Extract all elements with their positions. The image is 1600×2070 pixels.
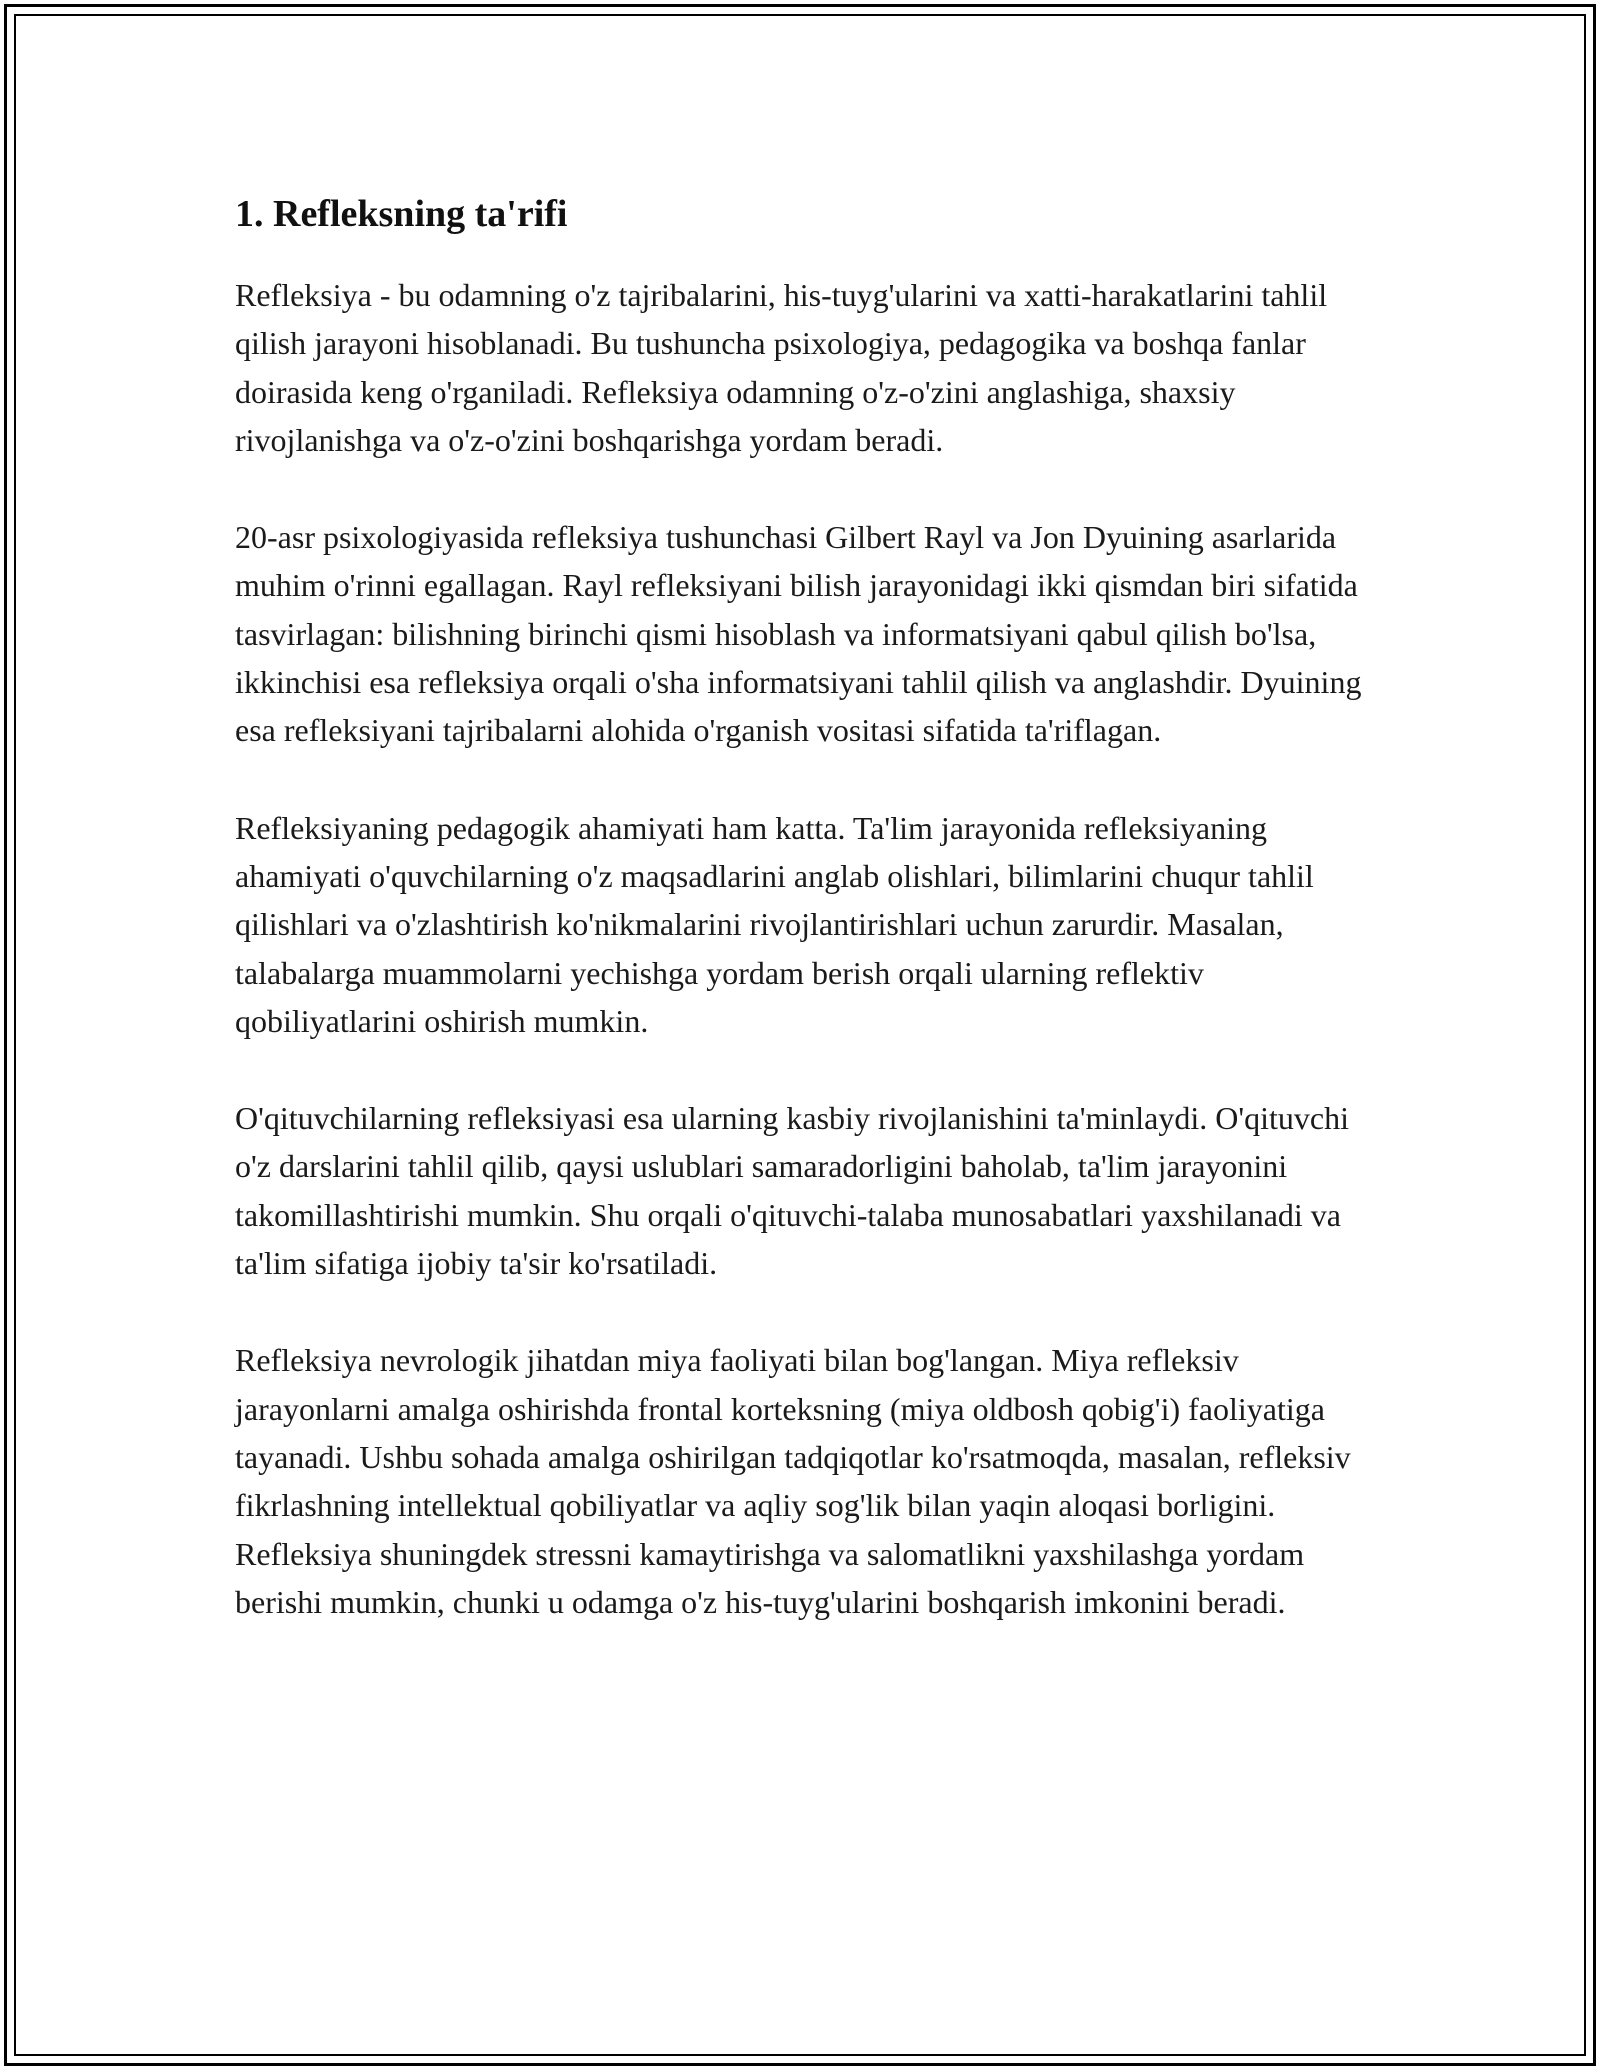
paragraph-definition: Refleksiya - bu odamning o'z tajribalarini, his-tuyg'ularini va xatti-harakatlarini tahlil qilish jarayoni hisoblanadi. Bu tushuncha psixologiya, pedagogika va boshqa fanlar doirasida keng o'rganiladi. Refleksiya odamning o'z-o'zini anglashiga, shaxsiy rivojlanishga va o'z-o'zini boshqarishga yordam beradi. [235, 277, 1328, 458]
paragraph-history: 20-asr psixologiyasida refleksiya tushunchasi Gilbert Rayl va Jon Dyuining asarlarida muhim o'rinni egallagan. Rayl refleksiyani bilish jarayonidagi ikki qismdan biri sifatida tasvirlagan: bilishning birinchi qismi hisoblash va informatsiyani qabul qilish bo'lsa, ikkinchisi esa refleksiya orqali o'sha informatsiyani tahlil qilish va anglashdir. Dyuining esa refleksiyani tajribalarni alohida o'rganish vositasi sifatida ta'riflagan. [235, 519, 1362, 749]
document-body [235, 186, 1370, 1675]
paragraph-pedagogy: Refleksiyaning pedagogik ahamiyati ham katta. Ta'lim jarayonida refleksiyaning ahamiyati o'quvchilarning o'z maqsadlarini anglab olishlari, bilimlarini chuqur tahlil qilishlari va o'zlashtirish ko'nikmalarini rivojlantirishlari uchun zarurdir. Masalan, talabalarga muammolarni yechishga yordam berish orqali ularning reflektiv qobiliyatlarini oshirish mumkin. [235, 809, 1314, 1039]
section-heading: 1. Refleksning ta'rifi [235, 193, 568, 235]
paragraph-teachers: O'qituvchilarning refleksiyasi esa ularning kasbiy rivojlanishini ta'minlaydi. O'qituvchi o'z darslarini tahlil qilib, qaysi uslublari samaradorligini baholab, ta'lim jarayonini takomillashtirishi mumkin. Shu orqali o'qituvchi-talaba munosabatlari yaxshilanadi va ta'lim sifatiga ijobiy ta'sir ko'rsatiladi. [235, 1100, 1349, 1282]
paragraph-neurology: Refleksiya nevrologik jihatdan miya faoliyati bilan bog'langan. Miya refleksiv jarayonlarni amalga oshirishda frontal korteksning (miya oldbosh qobig'i) faoliyatiga tayanadi. Ushbu sohada amalga oshirilgan tadqiqotlar ko'rsatmoqda, masalan, refleksiv fikrlashning intellektual qobiliyatlar va aqliy sog'lik bilan yaqin aloqasi borligini. Refleksiya shuningdek stressni kamaytirishga va salomatlikni yaxshilashga yordam berishi mumkin, chunki u odamga o'z his-tuyg'ularini boshqarish imkonini beradi. [235, 1342, 1351, 1620]
